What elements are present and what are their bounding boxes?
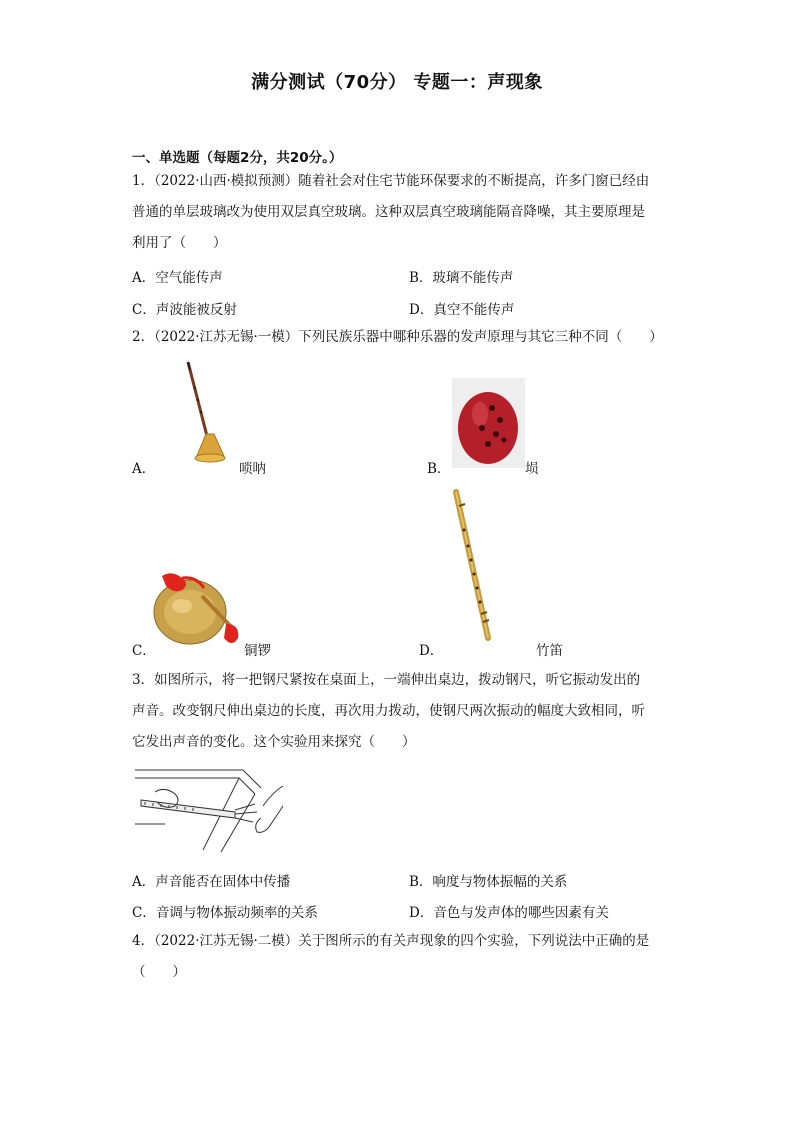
question-3-option-d[interactable]: D．音色与发声体的哪些因素有关 [409,905,609,921]
question-3-option-b[interactable]: B．响度与物体振幅的关系 [409,874,568,890]
question-3-line-2: 声音。改变钢尺伸出桌边的长度，再次用力拨动，使钢尺两次振动的幅度大致相同，听 [132,703,645,719]
flute-image [446,488,526,642]
question-3-line-3: 它发出声音的变化。这个实验用来探究（ ） [132,734,416,750]
question-1-option-a[interactable]: A．空气能传声 [132,270,223,286]
page-title: 满分测试（70分） 专题一：声现象 [251,72,543,93]
question-3-line-1: 3．如图所示，将一把钢尺紧按在桌面上，一端伸出桌边，拨动钢尺，听它振动发出的 [132,672,641,688]
question-2-option-a-name: 唢呐 [239,461,266,477]
question-4-line-2: （ ） [132,964,186,980]
gong-image [152,568,242,652]
question-2-option-b-letter[interactable]: B． [427,461,451,477]
question-4-line-1: 4．（2022·江苏无锡·二模）关于图所示的有关声现象的四个实验，下列说法中正确的是 [132,933,650,949]
question-1-line-3: 利用了（ ） [132,235,227,251]
question-2-option-c-letter[interactable]: C． [132,643,156,659]
xun-image [452,378,525,468]
question-1-option-c[interactable]: C．声波能被反射 [132,302,237,318]
question-1-option-d[interactable]: D．真空不能传声 [409,302,515,318]
question-1-line-1: 1．（2022·山西·模拟预测）随着社会对住宅节能环保要求的不断提高，许多门窗已经由 [132,173,650,189]
question-3-option-a[interactable]: A．声音能否在固体中传播 [132,874,291,890]
question-2-option-c-name: 铜锣 [244,643,271,659]
suona-image [180,360,230,464]
question-1-option-b[interactable]: B．玻璃不能传声 [409,270,514,286]
question-2-option-d-name: 竹笛 [536,643,563,659]
question-3-option-c[interactable]: C．音调与物体振动频率的关系 [132,905,318,921]
question-1-line-2: 普通的单层玻璃改为使用双层真空玻璃。这种双层真空玻璃能隔音降噪，其主要原理是 [132,204,645,220]
section-heading: 一、单选题（每题2分，共20分。） [132,150,343,166]
question-2-option-d-letter[interactable]: D． [419,643,444,659]
question-2-line-1: 2．（2022·江苏无锡·一模）下列民族乐器中哪种乐器的发声原理与其它三种不同（ ） [132,329,663,345]
ruler-experiment-image [135,766,287,852]
question-2-option-b-name: 埙 [525,461,539,477]
question-2-option-a-letter[interactable]: A． [132,461,156,477]
